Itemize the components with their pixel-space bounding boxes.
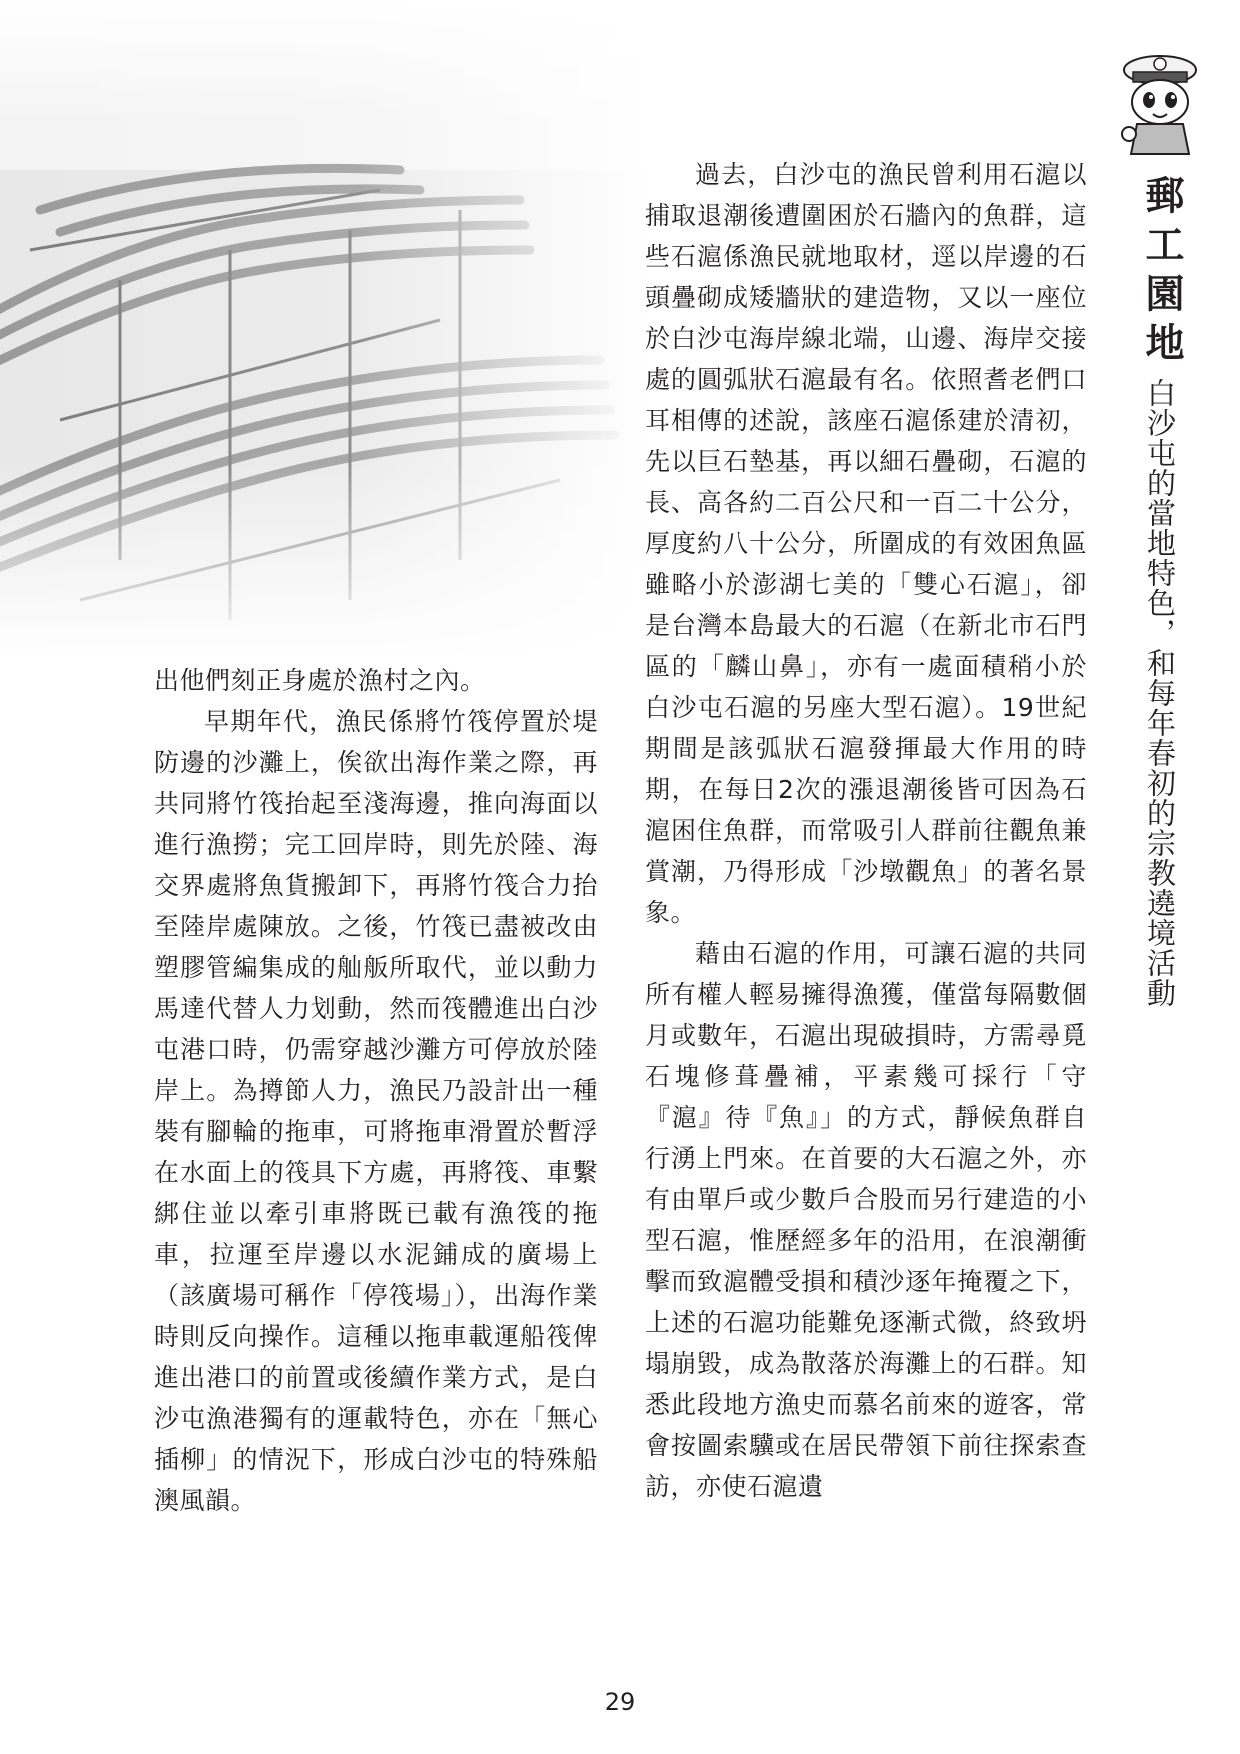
right-paragraph-1: 過去，白沙屯的漁民曾利用石滬以捕取退潮後遭圍困於石牆內的魚群，這些石滬係漁民就地取材，逕以岸邊的石頭疊砌成矮牆狀的建造物，又以一座位於白沙屯海岸線北端，山邊、海岸交接處的圓弧狀石滬最有名。依照耆老們口耳相傳的述說，該座石滬係建於清初，先以巨石墊基，再以細石疊砌，石滬的長、高各約二百公尺和一百二十公分，厚度約八十公分，所圍成的有效困魚區雖略小於澎湖七美的「雙心石滬」，卻是台灣本島最大的石滬（在新北市石門區的「麟山鼻」，亦有一處面積稍小於白沙屯石滬的另座大型石滬）。19世紀期間是該弧狀石滬發揮最大作用的時期，在每日2次的漲退潮後皆可因為石滬困住魚群，而常吸引人群前往觀魚兼賞潮，乃得形成「沙墩觀魚」的著名景象。	[645, 160, 1087, 927]
right-paragraph-2: 藉由石滬的作用，可讓石滬的共同所有權人輕易擁得漁獲，僅當每隔數個月或數年，石滬出現破損時，方需尋覓石塊修葺疊補，平素幾可採行「守『滬』待『魚』」的方式，靜候魚群自行湧上門來。在首要的大石滬之外，亦有由單戶或少數戶合股而另行建造的小型石滬，惟歷經多年的沿用，在浪潮衝擊而致滬體受損和積沙逐年掩覆之下，上述的石滬功能難免逐漸式微，終致坍塌崩毀，成為散落於海灘上的石群。知悉此段地方漁史而慕名前來的遊客，常會按圖索驥或在居民帶領下前往探索查訪，亦使石滬遺	[645, 939, 1087, 1501]
left-paragraph-2: 早期年代，漁民係將竹筏停置於堤防邊的沙灘上，俟欲出海作業之際，再共同將竹筏抬起至淺海邊，推向海面以進行漁撈；完工回岸時，則先於陸、海交界處將魚貨搬卸下，再將竹筏合力抬至陸岸處陳放。之後，竹筏已盡被改由塑膠管編集成的舢舨所取代，並以動力馬達代替人力划動，然而筏體進出白沙屯港口時，仍需穿越沙灘方可停放於陸岸上。為撙節人力，漁民乃設計出一種裝有腳輪的拖車，可將拖車滑置於暫浮在水面上的筏具下方處，再將筏、車繫綁住並以牽引車將既已載有漁筏的拖車，拉運至岸邊以水泥鋪成的廣場上（該廣場可稱作「停筏場」），出海作業時則反向操作。這種以拖車載運船筏俾進出港口的前置或後續作業方式，是白沙屯漁港獨有的運載特色，亦在「無心插柳」的情況下，形成白沙屯的特殊船澳風韻。	[154, 707, 598, 1515]
bamboo-raft-photo	[0, 0, 650, 660]
article-title: 白沙屯的當地特色，和每年春初的宗教遶境活動	[1143, 378, 1177, 1008]
left-paragraph-1: 出他們刻正身處於漁村之內。	[154, 666, 486, 695]
page-number: 29	[604, 1688, 636, 1716]
right-text-column	[645, 154, 1087, 1507]
section-title: 郵工園地	[1139, 175, 1185, 371]
postman-mascot-icon	[1115, 48, 1205, 158]
left-text-column	[154, 660, 598, 1521]
